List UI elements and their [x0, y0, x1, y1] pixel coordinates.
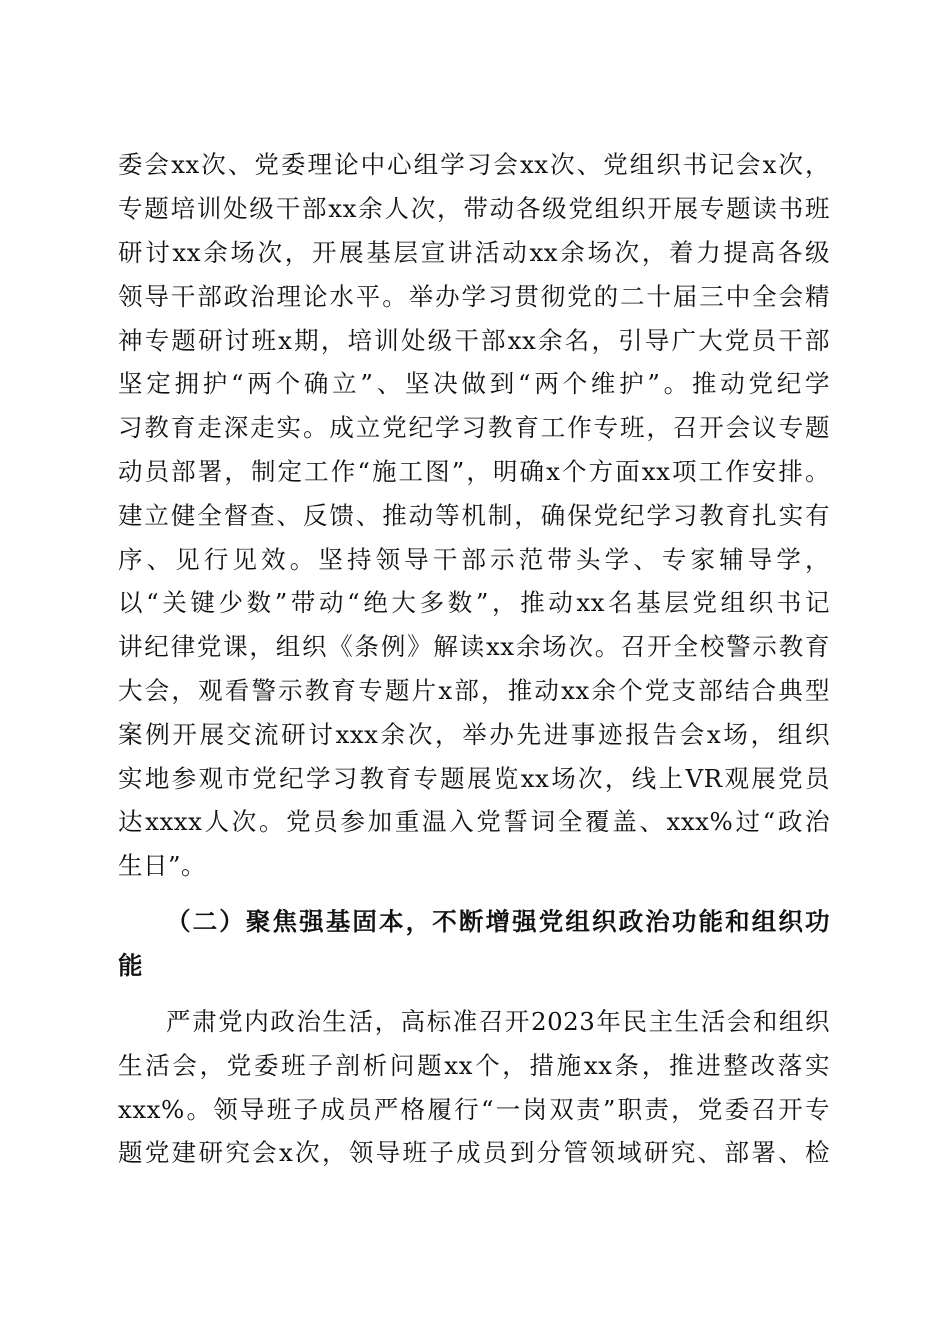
body-text-line: 神专题研讨班x期，培训处级干部xx余名，引导广大党员干部 — [118, 326, 830, 355]
body-text-line: 专题培训处级干部xx余人次，带动各级党组织开展专题读书班 — [118, 194, 830, 223]
body-text-line: 习教育走深走实。成立党纪学习教育工作专班，召开会议专题 — [118, 413, 830, 442]
body-text-line: 生日”。 — [118, 851, 207, 880]
body-text-line: 研讨xx余场次，开展基层宣讲活动xx余场次，着力提高各级 — [118, 238, 830, 267]
body-text-line: 大会，观看警示教育专题片x部，推动xx余个党支部结合典型 — [118, 676, 830, 705]
body-text-line: 生活会，党委班子剖析问题xx个，措施xx条，推进整改落实 — [118, 1051, 830, 1080]
section-heading-continued: 能 — [118, 951, 143, 980]
body-text-line: 动员部署，制定工作“施工图”，明确x个方面xx项工作安排。 — [118, 457, 830, 486]
body-text-line: 建立健全督查、反馈、推动等机制，确保党纪学习教育扎实有 — [118, 501, 830, 530]
body-text-line: 以“关键少数”带动“绝大多数”，推动xx名基层党组织书记 — [118, 588, 830, 617]
body-text-line: 案例开展交流研讨xxx余次，举办先进事迹报告会x场，组织 — [118, 720, 830, 749]
body-text-line: xxx%。领导班子成员严格履行“一岗双责”职责，党委召开专 — [118, 1095, 830, 1124]
body-text-line: 序、见行见效。坚持领导干部示范带头学、专家辅导学， — [118, 545, 830, 574]
body-text-line: 讲纪律党课，组织《条例》解读xx余场次。召开全校警示教育 — [118, 632, 830, 661]
body-text-line: 达xxxx人次。党员参加重温入党誓词全覆盖、xxx%过“政治 — [118, 807, 830, 836]
body-text-line: 实地参观市党纪学习教育专题展览xx场次，线上VR观展党员 — [118, 764, 830, 793]
paragraph-first-line: 严肃党内政治生活，高标准召开2023年民主生活会和组织 — [166, 1007, 830, 1036]
body-text-line: 领导干部政治理论水平。举办学习贯彻党的二十届三中全会精 — [118, 282, 830, 311]
body-text-line: 题党建研究会x次，领导班子成员到分管领域研究、部署、检 — [118, 1138, 830, 1167]
body-text-line: 委会xx次、党委理论中心组学习会xx次、党组织书记会x次， — [118, 150, 830, 179]
body-text-line: 坚定拥护“两个确立”、坚决做到“两个维护”。推动党纪学 — [118, 369, 830, 398]
section-heading: （二）聚焦强基固本，不断增强党组织政治功能和组织功 — [166, 907, 830, 936]
